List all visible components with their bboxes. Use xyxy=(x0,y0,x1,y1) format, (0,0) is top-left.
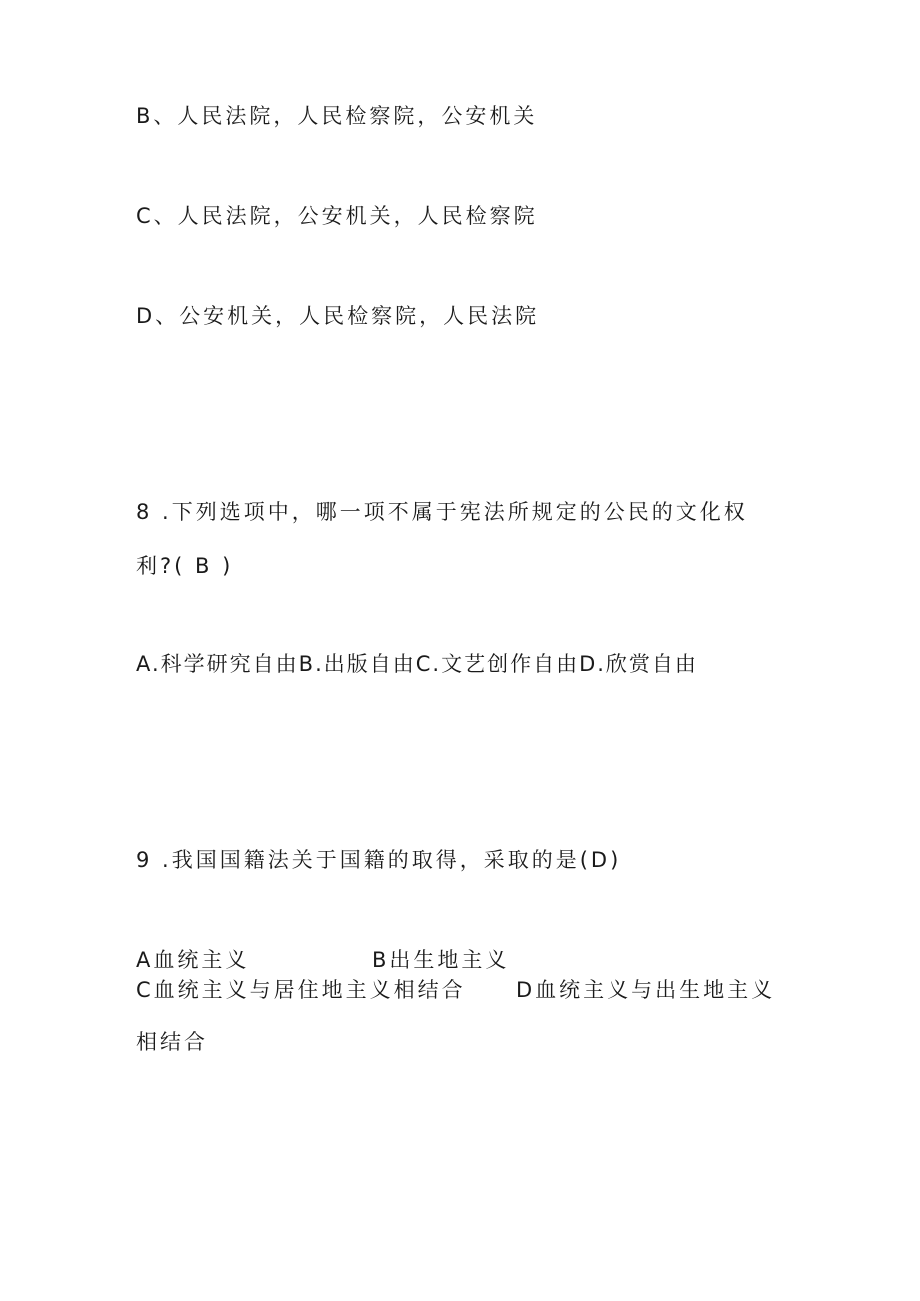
q7-option-b: B、人民法院，人民检察院，公安机关 xyxy=(136,104,538,128)
q9-option-d-continued: 相结合 xyxy=(136,1030,208,1054)
q8-options: A.科学研究自由B.出版自由C.文艺创作自由D.欣赏自由 xyxy=(136,652,698,676)
q7-option-c: C、人民法院，公安机关，人民检察院 xyxy=(136,204,538,228)
q8-stem-line1: 8 .下列选项中，哪一项不属于宪法所规定的公民的文化权 xyxy=(136,500,748,524)
q9-stem: 9 .我国国籍法关于国籍的取得，采取的是(D) xyxy=(136,848,622,872)
q7-option-d: D、公安机关，人民检察院，人民法院 xyxy=(136,304,540,328)
q9-option-b: B出生地主义 xyxy=(372,948,510,972)
q9-option-c: C血统主义与居住地主义相结合 xyxy=(136,978,466,1002)
q9-option-d: D血统主义与出生地主义 xyxy=(516,978,776,1002)
q9-options-row2 xyxy=(136,978,776,1002)
q8-stem-line2: 利?( B ) xyxy=(136,554,234,578)
q9-option-a: A血统主义 xyxy=(136,948,250,972)
q9-options-row1 xyxy=(136,948,510,972)
